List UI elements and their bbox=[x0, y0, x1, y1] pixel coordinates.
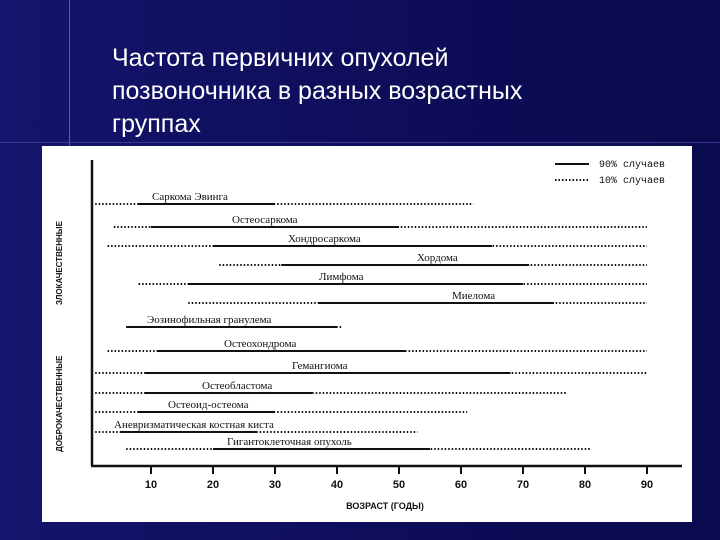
tumor-label: Аневризматическая костная киста bbox=[114, 419, 274, 431]
legend-dotted-label: 10% случаев bbox=[599, 176, 666, 187]
decorative-vertical-rule bbox=[69, 0, 70, 150]
tumor-label: Гигантоклеточная опухоль bbox=[227, 436, 352, 448]
group-label-malignant: ЗЛОКАЧЕСТВЕННЫЕ bbox=[55, 221, 64, 305]
tumor-label: Хордома bbox=[417, 252, 458, 264]
x-tick-label: 30 bbox=[268, 479, 282, 491]
legend-solid-label: 90% случаев bbox=[599, 160, 666, 171]
x-tick-label: 40 bbox=[330, 479, 344, 491]
title-line-2: позвоночника в разных возрастных bbox=[112, 77, 523, 105]
group-label-benign: ДОБРОКАЧЕСТВЕННЫЕ bbox=[55, 355, 64, 452]
x-tick-label: 20 bbox=[206, 479, 220, 491]
tumor-label: Лимфома bbox=[319, 271, 364, 283]
tumor-label: Остеоид-остеома bbox=[168, 399, 249, 411]
tumor-label: Гемангиома bbox=[292, 360, 348, 372]
tumor-label: Остеосаркома bbox=[232, 214, 298, 226]
title-line-3: группах bbox=[112, 110, 201, 138]
x-tick-label: 60 bbox=[454, 479, 468, 491]
x-tick-label: 90 bbox=[640, 479, 654, 491]
chart-panel bbox=[42, 146, 692, 522]
tumor-label: Остеобластома bbox=[202, 380, 273, 392]
tumor-label: Миелома bbox=[452, 290, 496, 302]
x-tick-label: 50 bbox=[392, 479, 406, 491]
x-tick-label: 70 bbox=[516, 479, 530, 491]
tumor-label: Хондросаркома bbox=[288, 233, 361, 245]
decorative-horizontal-rule bbox=[0, 142, 720, 143]
tumor-label: Эозинофильная гранулема bbox=[147, 314, 272, 326]
x-axis-title: ВОЗРАСТ (ГОДЫ) bbox=[346, 501, 424, 511]
tumor-label: Саркома Эвинга bbox=[152, 191, 228, 203]
x-tick-label: 10 bbox=[144, 479, 158, 491]
slide-title bbox=[112, 42, 672, 141]
tumor-label: Остеохондрома bbox=[224, 338, 297, 350]
age-range-chart bbox=[42, 146, 692, 522]
x-tick-label: 80 bbox=[578, 479, 592, 491]
title-line-1: Частота первичних опухолей bbox=[112, 44, 449, 72]
